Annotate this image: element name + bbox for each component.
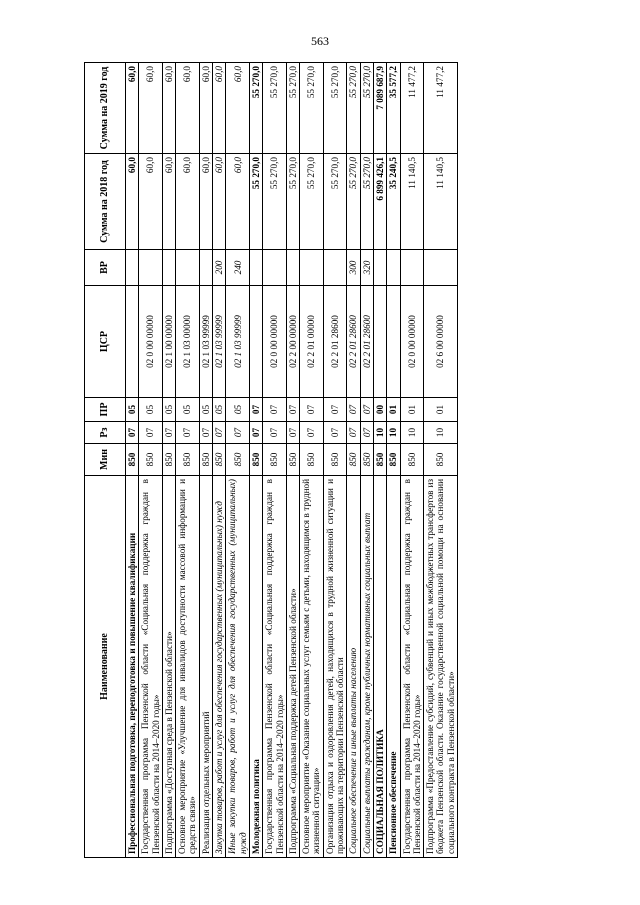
cell-sum-2019: 55 270,0 [323,63,347,154]
cell-csr: 02 1 03 99999 [226,286,250,398]
cell-vr: 240 [226,250,250,286]
budget-table [84,62,458,858]
cell-sum-2018: 55 270,0 [347,154,360,250]
cell-rz: 07 [176,422,200,444]
cell-pr: 00 [373,398,386,422]
cell-sum-2019: 35 577,2 [387,63,400,154]
cell-name: Государственная программа Пензенской области «Социальная поддержка граждан в Пензенской области на 2014–2020 годы» [400,476,424,858]
cell-sum-2019: 60,0 [176,63,200,154]
cell-sum-2019: 60,0 [162,63,175,154]
cell-vr: 300 [347,250,360,286]
cell-name: Социальное обеспечение и иные выплаты населению [347,476,360,858]
cell-min: 850 [387,444,400,476]
cell-csr: 02 6 00 00000 [424,286,458,398]
cell-name: Подпрограмма «Доступная среда в Пензенской области» [162,476,175,858]
cell-vr [373,250,386,286]
cell-name: Реализация отдельных мероприятий [199,476,212,858]
cell-pr: 07 [286,398,299,422]
cell-vr [300,250,324,286]
table-row [249,63,262,858]
cell-csr [249,286,262,398]
table-row [176,63,200,858]
cell-min: 850 [139,444,163,476]
cell-sum-2018: 55 270,0 [360,154,373,250]
cell-vr [424,250,458,286]
cell-vr [249,250,262,286]
cell-min: 850 [263,444,287,476]
header-vr: ВР [85,250,126,286]
cell-vr [139,250,163,286]
cell-sum-2018: 35 240,5 [387,154,400,250]
cell-vr: 200 [213,250,226,286]
cell-csr [126,286,139,398]
cell-rz: 07 [347,422,360,444]
cell-vr [263,250,287,286]
cell-vr [323,250,347,286]
cell-pr: 05 [213,398,226,422]
cell-sum-2019: 60,0 [126,63,139,154]
cell-pr: 05 [139,398,163,422]
table-row [199,63,212,858]
cell-rz: 10 [400,422,424,444]
header-sum-2019: Сумма на 2019 год [85,63,126,154]
cell-sum-2019: 55 270,0 [249,63,262,154]
cell-csr: 02 1 03 99999 [199,286,212,398]
cell-sum-2018: 55 270,0 [263,154,287,250]
table-row [323,63,347,858]
cell-csr: 02 2 01 28600 [347,286,360,398]
cell-vr [400,250,424,286]
cell-pr: 01 [424,398,458,422]
cell-csr: 02 2 01 28600 [323,286,347,398]
cell-name: Основное мероприятие «Улучшение для инвалидов доступности массовой информации и средств связи» [176,476,200,858]
header-pr: ПР [85,398,126,422]
cell-sum-2019: 60,0 [226,63,250,154]
cell-name: Основное мероприятие «Оказание социальных услуг семьям с детьми, находящимся в трудной жизненной ситуации» [300,476,324,858]
cell-pr: 01 [387,398,400,422]
cell-sum-2019: 60,0 [139,63,163,154]
cell-csr: 02 0 00 00000 [139,286,163,398]
cell-sum-2018: 11 140,5 [424,154,458,250]
cell-sum-2019: 11 477,2 [424,63,458,154]
cell-sum-2018: 55 270,0 [249,154,262,250]
table-row [347,63,360,858]
cell-min: 850 [226,444,250,476]
cell-rz: 07 [139,422,163,444]
header-name: Наименование [85,476,126,858]
cell-sum-2018: 55 270,0 [286,154,299,250]
cell-sum-2018: 55 270,0 [323,154,347,250]
header-sum-2018: Сумма на 2018 год [85,154,126,250]
cell-csr: 02 1 03 00000 [176,286,200,398]
cell-pr: 07 [347,398,360,422]
cell-csr: 02 1 00 00000 [162,286,175,398]
cell-sum-2019: 55 270,0 [300,63,324,154]
cell-sum-2018: 55 270,0 [300,154,324,250]
cell-rz: 07 [300,422,324,444]
cell-min: 850 [424,444,458,476]
table-body [126,63,458,858]
header-row [85,63,126,858]
cell-pr: 07 [263,398,287,422]
cell-sum-2018: 60,0 [226,154,250,250]
cell-rz: 10 [424,422,458,444]
cell-name: Социальные выплаты гражданам, кроме публичных нормативных социальных выплат [360,476,373,858]
cell-sum-2018: 60,0 [162,154,175,250]
table-row [213,63,226,858]
cell-name: Пенсионное обеспечение [387,476,400,858]
cell-min: 850 [373,444,386,476]
cell-min: 850 [286,444,299,476]
cell-rz: 07 [226,422,250,444]
table-row [300,63,324,858]
cell-vr [286,250,299,286]
rotated-table-container [84,63,502,858]
cell-sum-2019: 55 270,0 [360,63,373,154]
cell-pr: 05 [162,398,175,422]
cell-rz: 10 [373,422,386,444]
cell-vr [199,250,212,286]
cell-name: Организация отдыха и оздоровления детей, находящихся в трудной жизненной ситуации и проживающих на территории Пензенской области [323,476,347,858]
table-row [400,63,424,858]
cell-sum-2019: 55 270,0 [263,63,287,154]
cell-sum-2018: 6 899 426,1 [373,154,386,250]
cell-pr: 05 [199,398,212,422]
cell-pr: 07 [360,398,373,422]
cell-min: 850 [360,444,373,476]
table-row [360,63,373,858]
page-number: 563 [311,34,329,48]
cell-rz: 07 [360,422,373,444]
cell-rz: 07 [213,422,226,444]
cell-sum-2019: 55 270,0 [347,63,360,154]
cell-sum-2018: 60,0 [139,154,163,250]
cell-sum-2019: 60,0 [213,63,226,154]
cell-min: 850 [249,444,262,476]
cell-csr: 02 2 01 28600 [360,286,373,398]
table-row [387,63,400,858]
cell-vr [176,250,200,286]
cell-min: 850 [126,444,139,476]
table-row [126,63,139,858]
cell-min: 850 [400,444,424,476]
table-row [286,63,299,858]
header-min: Мин [85,444,126,476]
cell-rz: 07 [286,422,299,444]
cell-vr [387,250,400,286]
cell-pr: 05 [226,398,250,422]
cell-name: Молодежная политика [249,476,262,858]
cell-sum-2019: 55 270,0 [286,63,299,154]
cell-sum-2018: 60,0 [199,154,212,250]
cell-csr: 02 2 01 00000 [300,286,324,398]
table-row [424,63,458,858]
cell-csr: 02 0 00 00000 [263,286,287,398]
cell-vr [162,250,175,286]
cell-sum-2018: 60,0 [213,154,226,250]
cell-rz: 07 [263,422,287,444]
cell-rz: 07 [249,422,262,444]
cell-name: Профессиональная подготовка, переподготовка и повышение квалификации [126,476,139,858]
cell-min: 850 [213,444,226,476]
cell-name: Иные закупки товаров, работ и услуг для обеспечения государственных (муниципальных) нужд [226,476,250,858]
table-row [139,63,163,858]
cell-rz: 07 [162,422,175,444]
cell-name: Закупка товаров, работ и услуг для обеспечения государственных (муниципальных) нужд [213,476,226,858]
header-rz: Рз [85,422,126,444]
cell-pr: 05 [176,398,200,422]
cell-name: Подпрограмма «Предоставление субсидий, субвенций и иных межбюджетных трансфертов из бюджета Пензенской области. Оказание государственной социальной помощи на основании социального контракта в Пензенской области» [424,476,458,858]
table-row [162,63,175,858]
header-csr: ЦСР [85,286,126,398]
cell-min: 850 [323,444,347,476]
cell-rz: 07 [199,422,212,444]
cell-vr: 320 [360,250,373,286]
cell-pr: 07 [300,398,324,422]
cell-rz: 07 [126,422,139,444]
cell-min: 850 [347,444,360,476]
cell-name: СОЦИАЛЬНАЯ ПОЛИТИКА [373,476,386,858]
cell-min: 850 [300,444,324,476]
cell-csr: 02 1 03 99999 [213,286,226,398]
cell-sum-2018: 60,0 [176,154,200,250]
cell-csr [373,286,386,398]
cell-min: 850 [162,444,175,476]
cell-rz: 07 [323,422,347,444]
cell-min: 850 [176,444,200,476]
cell-sum-2018: 11 140,5 [400,154,424,250]
cell-sum-2018: 60,0 [126,154,139,250]
table-row [263,63,287,858]
cell-pr: 07 [249,398,262,422]
table-row [226,63,250,858]
table-row [373,63,386,858]
cell-vr [126,250,139,286]
cell-pr: 07 [323,398,347,422]
cell-pr: 01 [400,398,424,422]
cell-name: Государственная программа Пензенской области «Социальная поддержка граждан в Пензенской области на 2014–2020 годы» [139,476,163,858]
cell-sum-2019: 11 477,2 [400,63,424,154]
cell-sum-2019: 60,0 [199,63,212,154]
cell-csr: 02 2 00 00000 [286,286,299,398]
cell-name: Подпрограмма «Социальная поддержка детей Пензенской области» [286,476,299,858]
cell-pr: 05 [126,398,139,422]
cell-min: 850 [199,444,212,476]
cell-sum-2019: 7 089 687,9 [373,63,386,154]
cell-csr [387,286,400,398]
cell-name: Государственная программа Пензенской области «Социальная поддержка граждан в Пензенской области на 2014–2020 годы» [263,476,287,858]
cell-rz: 10 [387,422,400,444]
cell-csr: 02 0 00 00000 [400,286,424,398]
